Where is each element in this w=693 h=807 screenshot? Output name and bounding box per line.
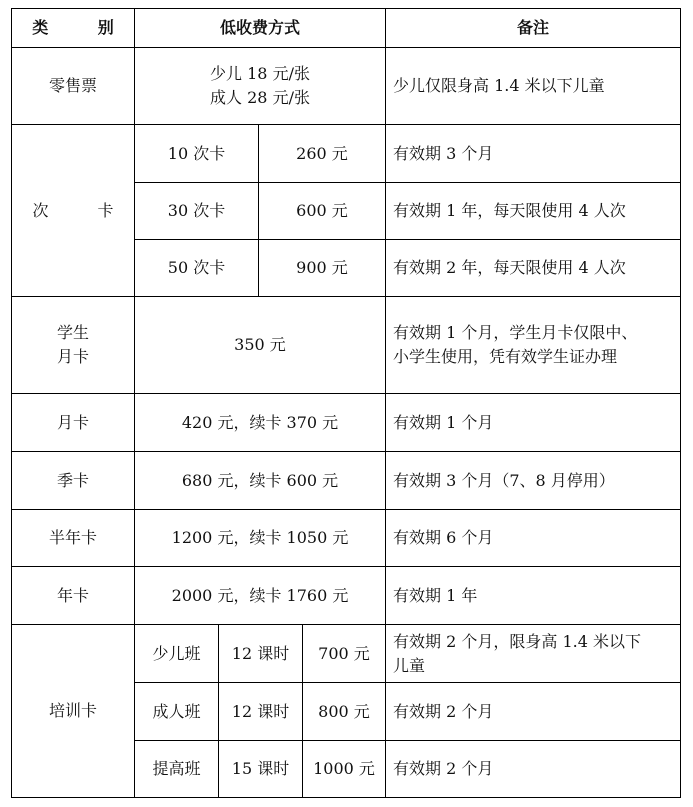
price-child: 少儿 18 元/张	[210, 64, 310, 83]
times-card-remark: 有效期 2 年，每天限使用 4 人次	[393, 258, 626, 277]
category-times-card-label: 次 卡	[32, 200, 136, 220]
times-card-price: 600 元	[296, 201, 348, 220]
single-ticket-prices	[135, 48, 385, 124]
remark-single-ticket: 少儿仅限身高 1.4 米以下儿童	[393, 76, 605, 95]
times-card-price: 900 元	[296, 258, 348, 277]
category-student-line2: 月卡	[56, 347, 89, 366]
times-card-name: 50 次卡	[167, 258, 226, 277]
training-remark-line1: 有效期 2 个月，限身高 1.4 米以下	[393, 631, 641, 651]
times-card-name: 10 次卡	[167, 143, 226, 163]
header-category-label: 类 别	[32, 18, 136, 37]
header-category	[12, 9, 134, 47]
training-price: 700 元	[318, 643, 370, 663]
category-quarterly: 季卡	[56, 470, 89, 490]
price-adult: 成人 28 元/张	[210, 88, 310, 107]
training-price: 1000 元	[313, 759, 375, 778]
training-hours: 15 课时	[231, 759, 290, 778]
header-remarks: 备注	[516, 18, 549, 37]
category-monthly: 月卡	[56, 412, 89, 432]
category-student-line1: 学生	[56, 323, 89, 342]
remark-halfyear: 有效期 6 个月	[393, 528, 494, 547]
category-single-ticket: 零售票	[48, 76, 97, 95]
category-halfyear: 半年卡	[48, 528, 97, 547]
times-card-remark: 有效期 3 个月	[393, 143, 494, 163]
header-method: 低收费方式	[219, 18, 300, 37]
price-halfyear: 1200 元，续卡 1050 元	[171, 528, 349, 547]
price-quarterly: 680 元，续卡 600 元	[181, 470, 339, 490]
price-monthly: 420 元，续卡 370 元	[181, 412, 339, 432]
category-yearly: 年卡	[56, 585, 89, 605]
training-hours: 12 课时	[231, 643, 290, 663]
training-remark: 有效期 2 个月	[393, 759, 494, 778]
times-card-price: 260 元	[296, 143, 348, 163]
training-price: 800 元	[318, 701, 370, 721]
times-card-remark: 有效期 1 年，每天限使用 4 人次	[393, 201, 626, 220]
category-student-monthly	[12, 297, 134, 393]
times-card-name: 30 次卡	[167, 201, 226, 220]
training-remark: 有效期 2 个月	[393, 701, 494, 721]
training-hours: 12 课时	[231, 701, 290, 721]
remark-quarterly: 有效期 3 个月（7、8 月停用）	[393, 470, 615, 490]
remark-student-monthly	[386, 297, 680, 393]
category-times-card	[12, 125, 134, 296]
training-remark-line2: 儿童	[393, 655, 426, 675]
training-class: 成人班	[152, 701, 201, 721]
remark-monthly: 有效期 1 个月	[393, 412, 494, 432]
price-student-monthly: 350 元	[234, 335, 286, 354]
remark-student-line2: 小学生使用，凭有效学生证办理	[393, 347, 618, 366]
training-class: 提高班	[152, 759, 201, 778]
remark-yearly: 有效期 1 年	[393, 585, 478, 605]
category-training: 培训卡	[48, 701, 97, 720]
training-class: 少儿班	[152, 643, 201, 663]
training-remark	[386, 625, 680, 682]
price-yearly: 2000 元，续卡 1760 元	[171, 585, 349, 605]
remark-student-line1: 有效期 1 个月，学生月卡仅限中、	[393, 323, 638, 342]
